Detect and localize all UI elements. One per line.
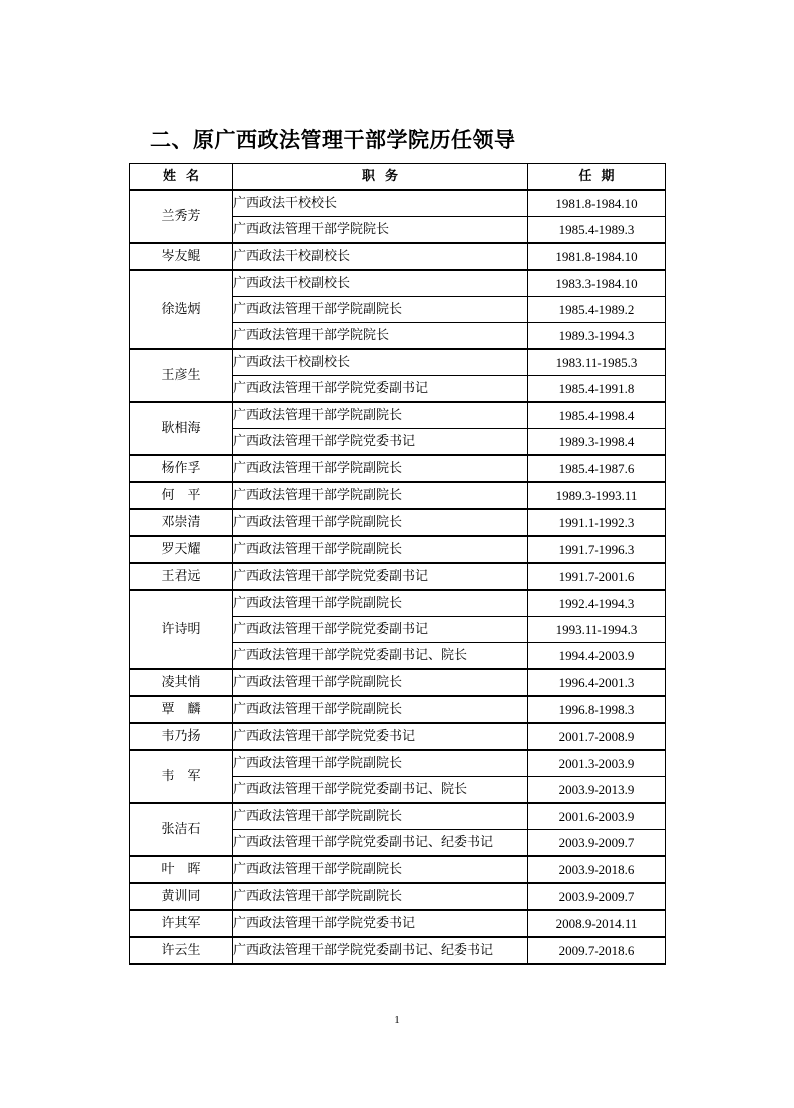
leader-term: 1983.11-1985.3 — [528, 349, 666, 376]
leader-post: 广西政法管理干部学院副院长 — [233, 297, 528, 323]
leader-term: 1996.4-2001.3 — [528, 669, 666, 696]
leader-post: 广西政法管理干部学院党委副书记 — [233, 376, 528, 403]
leader-term: 1981.8-1984.10 — [528, 190, 666, 217]
leader-post: 广西政法管理干部学院副院长 — [233, 590, 528, 617]
leader-name: 邓崇清 — [130, 509, 233, 536]
leader-term: 2001.3-2003.9 — [528, 750, 666, 777]
leader-post: 广西政法干校校长 — [233, 190, 528, 217]
leader-name: 耿相海 — [130, 402, 233, 455]
leader-term: 1991.1-1992.3 — [528, 509, 666, 536]
leader-post: 广西政法干校副校长 — [233, 270, 528, 297]
leader-post: 广西政法管理干部学院党委副书记 — [233, 617, 528, 643]
header-post: 职务 — [233, 164, 528, 191]
leader-term: 1991.7-1996.3 — [528, 536, 666, 563]
leader-term: 2001.6-2003.9 — [528, 803, 666, 830]
leader-term: 1981.8-1984.10 — [528, 243, 666, 270]
leader-post: 广西政法管理干部学院副院长 — [233, 803, 528, 830]
leader-post: 广西政法管理干部学院党委书记 — [233, 723, 528, 750]
leader-name: 许云生 — [130, 937, 233, 964]
table-row — [130, 590, 666, 617]
leader-term: 1985.4-1987.6 — [528, 455, 666, 482]
leader-term: 2003.9-2009.7 — [528, 830, 666, 857]
leader-post: 广西政法管理干部学院党委副书记、院长 — [233, 777, 528, 804]
leaders-table-body — [130, 190, 666, 964]
leaders-table — [129, 163, 666, 965]
table-row — [130, 243, 666, 270]
leader-term: 1989.3-1998.4 — [528, 429, 666, 456]
leader-name: 许诗明 — [130, 590, 233, 669]
table-row — [130, 349, 666, 376]
leader-post: 广西政法管理干部学院党委副书记、纪委书记 — [233, 830, 528, 857]
leader-name: 覃 麟 — [130, 696, 233, 723]
leader-name: 许其军 — [130, 910, 233, 937]
table-header-row — [130, 164, 666, 191]
table-row — [130, 190, 666, 217]
leader-post: 广西政法管理干部学院党委书记 — [233, 429, 528, 456]
leader-term: 1994.4-2003.9 — [528, 643, 666, 670]
leader-name: 徐选炳 — [130, 270, 233, 349]
leader-post: 广西政法管理干部学院党委副书记、院长 — [233, 643, 528, 670]
leader-post: 广西政法管理干部学院副院长 — [233, 696, 528, 723]
leader-term: 2008.9-2014.11 — [528, 910, 666, 937]
leader-term: 2003.9-2018.6 — [528, 856, 666, 883]
leader-term: 1985.4-1998.4 — [528, 402, 666, 429]
table-row — [130, 883, 666, 910]
leader-post: 广西政法管理干部学院副院长 — [233, 455, 528, 482]
leader-name: 杨作孚 — [130, 455, 233, 482]
table-row — [130, 482, 666, 509]
table-row — [130, 563, 666, 590]
leader-post: 广西政法管理干部学院党委副书记 — [233, 563, 528, 590]
leader-post: 广西政法管理干部学院党委副书记、纪委书记 — [233, 937, 528, 964]
leader-term: 1989.3-1994.3 — [528, 323, 666, 350]
leader-name: 韦 军 — [130, 750, 233, 803]
header-term: 任期 — [528, 164, 666, 191]
leader-post: 广西政法管理干部学院院长 — [233, 217, 528, 244]
leader-term: 2003.9-2013.9 — [528, 777, 666, 804]
leader-name: 黄训同 — [130, 883, 233, 910]
table-row — [130, 937, 666, 964]
table-row — [130, 856, 666, 883]
page-number: 1 — [394, 1014, 400, 1026]
leader-post: 广西政法管理干部学院副院长 — [233, 402, 528, 429]
table-row — [130, 402, 666, 429]
table-row — [130, 696, 666, 723]
leader-term: 1983.3-1984.10 — [528, 270, 666, 297]
leader-name: 韦乃扬 — [130, 723, 233, 750]
leader-term: 1991.7-2001.6 — [528, 563, 666, 590]
leader-post: 广西政法管理干部学院副院长 — [233, 750, 528, 777]
table-row — [130, 455, 666, 482]
leader-term: 1996.8-1998.3 — [528, 696, 666, 723]
leader-name: 张洁石 — [130, 803, 233, 856]
table-row — [130, 509, 666, 536]
leader-term: 1985.4-1989.2 — [528, 297, 666, 323]
leader-post: 广西政法管理干部学院副院长 — [233, 482, 528, 509]
leader-name: 岑友鲲 — [130, 243, 233, 270]
leader-name: 何 平 — [130, 482, 233, 509]
leader-term: 1992.4-1994.3 — [528, 590, 666, 617]
leader-term: 1985.4-1991.8 — [528, 376, 666, 403]
leader-name: 凌其悄 — [130, 669, 233, 696]
leader-name: 王彦生 — [130, 349, 233, 402]
leader-post: 广西政法干校副校长 — [233, 243, 528, 270]
leader-post: 广西政法管理干部学院副院长 — [233, 509, 528, 536]
table-row — [130, 723, 666, 750]
leader-name: 王君远 — [130, 563, 233, 590]
table-row — [130, 536, 666, 563]
leader-post: 广西政法干校副校长 — [233, 349, 528, 376]
leader-term: 1989.3-1993.11 — [528, 482, 666, 509]
table-row — [130, 803, 666, 830]
leader-term: 2003.9-2009.7 — [528, 883, 666, 910]
leader-term: 2009.7-2018.6 — [528, 937, 666, 964]
leader-post: 广西政法管理干部学院党委书记 — [233, 910, 528, 937]
leader-post: 广西政法管理干部学院副院长 — [233, 883, 528, 910]
header-name: 姓名 — [130, 164, 233, 191]
leader-name: 兰秀芳 — [130, 190, 233, 243]
leader-post: 广西政法管理干部学院院长 — [233, 323, 528, 350]
leader-name: 罗天耀 — [130, 536, 233, 563]
leader-post: 广西政法管理干部学院副院长 — [233, 536, 528, 563]
leader-term: 1985.4-1989.3 — [528, 217, 666, 244]
table-row — [130, 669, 666, 696]
leader-post: 广西政法管理干部学院副院长 — [233, 669, 528, 696]
leader-post: 广西政法管理干部学院副院长 — [233, 856, 528, 883]
table-row — [130, 910, 666, 937]
table-row — [130, 270, 666, 297]
table-row — [130, 750, 666, 777]
leader-term: 2001.7-2008.9 — [528, 723, 666, 750]
leader-term: 1993.11-1994.3 — [528, 617, 666, 643]
leader-name: 叶 晖 — [130, 856, 233, 883]
page-title: 二、原广西政法管理干部学院历任领导 — [150, 128, 516, 152]
